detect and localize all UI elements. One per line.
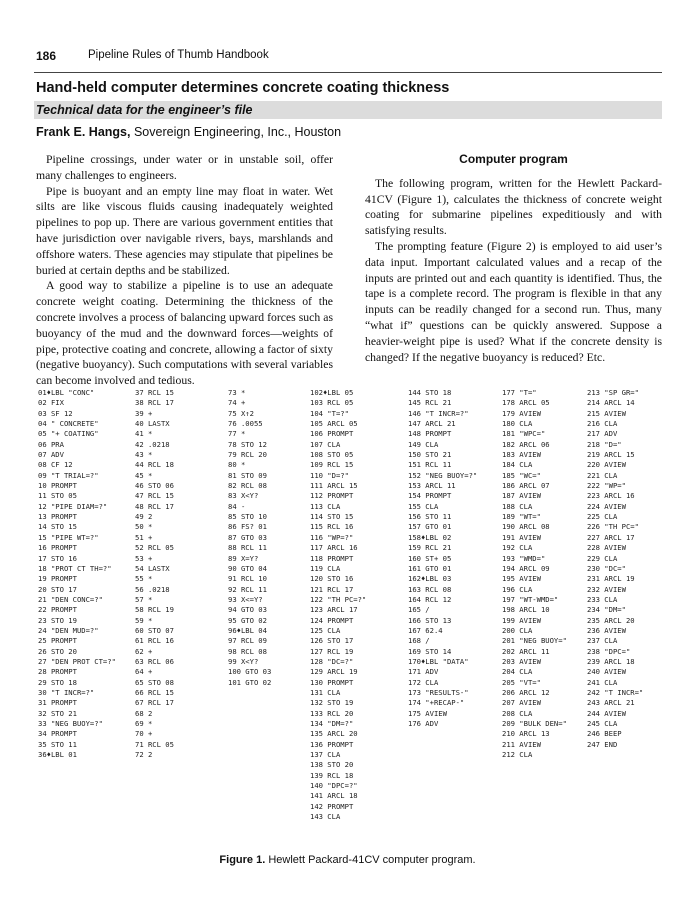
- listing-line: 06 PRA: [38, 439, 64, 449]
- listing-line: 58 RCL 19: [135, 605, 174, 615]
- listing-line: 219 ARCL 15: [587, 450, 635, 460]
- listing-line: 127 RCL 19: [310, 646, 354, 656]
- listing-line: 205 "VT=": [502, 677, 541, 687]
- listing-line: 170♦LBL "DATA": [408, 656, 469, 666]
- listing-line: 165 /: [408, 605, 430, 615]
- listing-line: 59 *: [135, 615, 153, 625]
- listing-line: 86 FS? 01: [228, 522, 267, 532]
- listing-line: 235 ARCL 20: [587, 615, 635, 625]
- listing-line: 15 "PIPE WT=?": [38, 532, 99, 542]
- listing-line: 187 AVIEW: [502, 491, 541, 501]
- listing-line: 214 ARCL 14: [587, 398, 635, 408]
- listing-line: 20 STO 17: [38, 584, 77, 594]
- listing-line: 175 AVIEW: [408, 708, 447, 718]
- listing-line: 138 STO 20: [310, 760, 354, 770]
- listing-line: 101 GTO 02: [228, 677, 272, 687]
- listing-line: 177 "T=": [502, 388, 537, 397]
- listing-line: 37 RCL 15: [135, 388, 174, 397]
- listing-line: 30 "T INCR=?": [38, 687, 95, 697]
- listing-line: 135 ARCL 20: [310, 729, 358, 739]
- listing-line: 174 "+RECAP-": [408, 698, 465, 708]
- listing-line: 51 +: [135, 532, 153, 542]
- listing-line: 161 GTO 01: [408, 563, 452, 573]
- listing-line: 223 ARCL 16: [587, 491, 635, 501]
- listing-line: 183 AVIEW: [502, 450, 541, 460]
- listing-line: 154 PROMPT: [408, 491, 452, 501]
- listing-line: 02 FIX: [38, 398, 64, 408]
- listing-line: 54 LASTX: [135, 563, 170, 573]
- listing-line: 107 CLA: [310, 439, 341, 449]
- figure-label: Figure 1.: [219, 854, 266, 866]
- listing-line: 169 STO 14: [408, 646, 452, 656]
- listing-line: 239 ARCL 18: [587, 656, 635, 666]
- listing-line: 97 RCL 09: [228, 636, 267, 646]
- running-head: Pipeline Rules of Thumb Handbook: [88, 49, 269, 61]
- listing-line: 146 "T INCR=?": [408, 408, 469, 418]
- listing-line: 121 RCL 17: [310, 584, 354, 594]
- listing-line: 193 "WMD=": [502, 553, 546, 563]
- listing-line: 03 SF 12: [38, 408, 73, 418]
- listing-line: 164 RCL 12: [408, 594, 452, 604]
- listing-line: 228 AVIEW: [587, 543, 626, 553]
- listing-line: 98 RCL 08: [228, 646, 267, 656]
- listing-line: 52 RCL 05: [135, 543, 174, 553]
- listing-line: 19 PROMPT: [38, 574, 77, 584]
- listing-line: 189 "WT=": [502, 512, 541, 522]
- listing-line: 55 *: [135, 574, 153, 584]
- listing-line: 41 *: [135, 429, 153, 439]
- listing-line: 82 RCL 08: [228, 481, 267, 491]
- program-listing: [38, 388, 662, 893]
- article-title: Hand-held computer determines concrete coating thickness: [36, 80, 450, 96]
- listing-line: 10 PROMPT: [38, 481, 77, 491]
- author-name: Frank E. Hangs,: [36, 125, 131, 139]
- listing-line: 242 "T INCR=": [587, 687, 644, 697]
- listing-line: 87 GTO 03: [228, 532, 267, 542]
- listing-line: 21 "DEN CONC=?": [38, 594, 103, 604]
- listing-line: 128 "DC=?": [310, 656, 354, 666]
- listing-line: 31 PROMPT: [38, 698, 77, 708]
- listing-line: 69 *: [135, 719, 153, 728]
- figure-caption-text: Hewlett Packard-41CV computer program.: [268, 854, 476, 866]
- listing-line: 89 X=Y?: [228, 553, 259, 563]
- listing-line: 102♦LBL 05: [310, 388, 354, 397]
- listing-line: 25 PROMPT: [38, 636, 77, 646]
- listing-line: 01♦LBL "CONC": [38, 388, 95, 397]
- listing-line: 133 RCL 20: [310, 708, 354, 718]
- listing-line: 39 +: [135, 408, 153, 418]
- body-paragraph: Pipeline crossings, under water or in unstable soil, offer many challenges to engineers.: [36, 153, 333, 182]
- listing-line: 207 AVIEW: [502, 698, 541, 708]
- listing-line: 103 RCL 05: [310, 398, 354, 408]
- body-paragraph: A good way to stabilize a pipeline is to use an adequate concrete weight coating. Determining the thickness of the concrete involves a process of balancing upward forces such as buoyancy of the mud and the downward forces—weights of pipe, protective coating and concrete, allowing a factor of sixty (negative buoyancy). Such computations with several variables can become involved and tedious.: [36, 279, 333, 388]
- listing-line: 118 PROMPT: [310, 553, 354, 563]
- listing-line: 131 CLA: [310, 687, 341, 697]
- listing-line: 92 RCL 11: [228, 584, 267, 594]
- listing-column: [310, 388, 366, 822]
- listing-line: 167 62.4: [408, 625, 443, 635]
- listing-line: 247 END: [587, 739, 618, 749]
- listing-line: 144 STO 18: [408, 388, 452, 397]
- listing-line: 09 "T TRIAL=?": [38, 470, 99, 480]
- listing-line: 195 AVIEW: [502, 574, 541, 584]
- listing-line: 88 RCL 11: [228, 543, 267, 553]
- listing-line: 32 STO 21: [38, 708, 77, 718]
- listing-line: 132 STO 19: [310, 698, 354, 708]
- listing-line: 04 " CONCRETE": [38, 419, 99, 429]
- listing-line: 57 *: [135, 594, 153, 604]
- listing-line: 196 CLA: [502, 584, 533, 594]
- listing-line: 233 CLA: [587, 594, 618, 604]
- listing-line: 137 CLA: [310, 750, 341, 760]
- listing-line: 72 2: [135, 750, 153, 760]
- listing-line: 71 RCL 05: [135, 739, 174, 749]
- listing-column: [408, 388, 477, 729]
- listing-line: 151 RCL 11: [408, 460, 452, 470]
- listing-line: 150 STO 21: [408, 450, 452, 460]
- body-paragraph: The following program, written for the Hewlett Packard-41CV (Figure 1), calculates the thickness of concrete weight coating for submarine pipelines expeditiously and with satisfying results.: [365, 176, 662, 238]
- listing-line: 148 PROMPT: [408, 429, 452, 439]
- listing-line: 211 AVIEW: [502, 739, 541, 749]
- listing-line: 12 "PIPE DIAM=?": [38, 501, 108, 511]
- listing-line: 68 2: [135, 708, 153, 718]
- listing-line: 74 +: [228, 398, 246, 408]
- listing-line: 243 ARCL 21: [587, 698, 635, 708]
- listing-line: 34 PROMPT: [38, 729, 77, 739]
- listing-line: 136 PROMPT: [310, 739, 354, 749]
- body-paragraph: Pipe is buoyant and an empty line may float in water. Wet silts are like viscous fluids causing inadequately weighted pipelines to pop up. There are various government entities that have jurisdiction over navigable rivers, bays, marshlands and offshore waters. These agencies may stipulate that pipelines be buried at certain depths and be stabilized.: [36, 184, 333, 277]
- listing-line: 80 *: [228, 460, 246, 470]
- listing-line: 38 RCL 17: [135, 398, 174, 408]
- listing-line: 14 STO 15: [38, 522, 77, 532]
- listing-line: 70 +: [135, 729, 153, 739]
- listing-line: 05 "+ COATING": [38, 429, 99, 439]
- listing-line: 226 "TH PC=": [587, 522, 639, 532]
- listing-line: 56 .0218: [135, 584, 170, 594]
- listing-line: 208 CLA: [502, 708, 533, 718]
- listing-line: 76 .0055: [228, 419, 263, 429]
- listing-line: 206 ARCL 12: [502, 687, 550, 697]
- listing-line: 221 CLA: [587, 470, 618, 480]
- listing-line: 163 RCL 08: [408, 584, 452, 594]
- listing-line: 210 ARCL 13: [502, 729, 550, 739]
- listing-column: [135, 388, 174, 760]
- listing-line: 48 RCL 17: [135, 501, 174, 511]
- listing-line: 33 "NEG BUOY=?": [38, 719, 103, 728]
- listing-line: 158♦LBL 02: [408, 532, 452, 542]
- listing-line: 155 CLA: [408, 501, 439, 511]
- listing-line: 26 STO 20: [38, 646, 77, 656]
- listing-line: 43 *: [135, 450, 153, 460]
- listing-line: 200 CLA: [502, 625, 533, 635]
- listing-line: 181 "WPC=": [502, 429, 546, 439]
- listing-line: 18 "PROT CT TH=?": [38, 563, 112, 573]
- listing-line: 198 ARCL 10: [502, 605, 550, 615]
- listing-line: 119 CLA: [310, 563, 341, 573]
- listing-line: 42 .0218: [135, 439, 170, 449]
- listing-line: 176 ADV: [408, 719, 439, 728]
- listing-line: 104 "T=?": [310, 408, 349, 418]
- listing-line: 50 *: [135, 522, 153, 532]
- listing-line: 100 GTO 03: [228, 667, 272, 677]
- listing-line: 185 "WC=": [502, 470, 541, 480]
- listing-line: 93 X<=Y?: [228, 594, 263, 604]
- listing-line: 40 LASTX: [135, 419, 170, 429]
- listing-line: 216 CLA: [587, 419, 618, 429]
- listing-line: 13 PROMPT: [38, 512, 77, 522]
- listing-line: 173 "RESULTS-": [408, 687, 469, 697]
- listing-line: 77 *: [228, 429, 246, 439]
- listing-line: 17 STO 16: [38, 553, 77, 563]
- listing-line: 79 RCL 20: [228, 450, 267, 460]
- listing-line: 67 RCL 17: [135, 698, 174, 708]
- listing-line: 90 GTO 04: [228, 563, 267, 573]
- listing-line: 224 AVIEW: [587, 501, 626, 511]
- listing-line: 83 X<Y?: [228, 491, 259, 501]
- listing-line: 213 "SP GR=": [587, 388, 639, 397]
- listing-line: 141 ARCL 18: [310, 791, 358, 801]
- listing-line: 225 CLA: [587, 512, 618, 522]
- listing-line: 204 CLA: [502, 667, 533, 677]
- listing-line: 117 ARCL 16: [310, 543, 358, 553]
- left-column: [36, 152, 333, 389]
- listing-line: 159 RCL 21: [408, 543, 452, 553]
- listing-line: 186 ARCL 07: [502, 481, 550, 491]
- listing-line: 182 ARCL 06: [502, 439, 550, 449]
- listing-line: 35 STO 11: [38, 739, 77, 749]
- listing-line: 23 STO 19: [38, 615, 77, 625]
- listing-line: 190 ARCL 08: [502, 522, 550, 532]
- listing-line: 179 AVIEW: [502, 408, 541, 418]
- listing-line: 191 AVIEW: [502, 532, 541, 542]
- listing-line: 244 AVIEW: [587, 708, 626, 718]
- article-subtitle: Technical data for the engineer’s file: [36, 103, 253, 117]
- listing-line: 145 RCL 21: [408, 398, 452, 408]
- listing-line: 194 ARCL 09: [502, 563, 550, 573]
- listing-line: 78 STO 12: [228, 439, 267, 449]
- listing-line: 215 AVIEW: [587, 408, 626, 418]
- listing-line: 152 "NEG BUOY=?": [408, 470, 478, 480]
- byline: [36, 125, 341, 139]
- listing-line: 115 RCL 16: [310, 522, 354, 532]
- listing-line: 61 RCL 16: [135, 636, 174, 646]
- listing-column: [38, 388, 116, 760]
- listing-line: 53 +: [135, 553, 153, 563]
- listing-line: 36♦LBL 01: [38, 750, 77, 760]
- listing-line: 139 RCL 18: [310, 770, 354, 780]
- listing-line: 27 "DEN PROT CT=?": [38, 656, 116, 666]
- listing-line: 217 ADV: [587, 429, 618, 439]
- listing-line: 85 STO 10: [228, 512, 267, 522]
- listing-line: 123 ARCL 17: [310, 605, 358, 615]
- listing-line: 184 CLA: [502, 460, 533, 470]
- listing-line: 134 "DM=?": [310, 719, 354, 728]
- listing-line: 64 +: [135, 667, 153, 677]
- listing-line: 124 PROMPT: [310, 615, 354, 625]
- listing-column: [502, 388, 567, 760]
- listing-line: 08 CF 12: [38, 460, 73, 470]
- listing-line: 227 ARCL 17: [587, 532, 635, 542]
- header-rule: [34, 72, 662, 73]
- author-affiliation: Sovereign Engineering, Inc., Houston: [133, 125, 342, 139]
- listing-line: 140 "DPC=?": [310, 781, 358, 791]
- listing-line: 47 RCL 15: [135, 491, 174, 501]
- listing-line: 240 AVIEW: [587, 667, 626, 677]
- listing-line: 212 CLA: [502, 750, 533, 760]
- listing-line: 160 ST+ 05: [408, 553, 452, 563]
- listing-line: 237 CLA: [587, 636, 618, 646]
- listing-line: 108 STO 05: [310, 450, 354, 460]
- listing-line: 209 "BULK DEN=": [502, 719, 567, 728]
- listing-line: 22 PROMPT: [38, 605, 77, 615]
- listing-line: 44 RCL 18: [135, 460, 174, 470]
- listing-line: 202 ARCL 11: [502, 646, 550, 656]
- listing-line: 172 CLA: [408, 677, 439, 687]
- listing-line: 73 *: [228, 388, 246, 397]
- listing-line: 142 PROMPT: [310, 801, 354, 811]
- listing-column: [587, 388, 643, 750]
- listing-line: 166 STO 13: [408, 615, 452, 625]
- page-number: 186: [36, 49, 57, 63]
- listing-line: 95 GTO 02: [228, 615, 267, 625]
- listing-line: 218 "D=": [587, 439, 622, 449]
- listing-line: 162♦LBL 03: [408, 574, 452, 584]
- listing-line: 220 AVIEW: [587, 460, 626, 470]
- listing-line: 75 X↑2: [228, 408, 254, 418]
- listing-line: 46 STO 06: [135, 481, 174, 491]
- listing-line: 178 ARCL 05: [502, 398, 550, 408]
- listing-line: 157 GTO 01: [408, 522, 452, 532]
- listing-line: 63 RCL 06: [135, 656, 174, 666]
- listing-line: 113 CLA: [310, 501, 341, 511]
- listing-line: 66 RCL 15: [135, 687, 174, 697]
- listing-line: 16 PROMPT: [38, 543, 77, 553]
- listing-line: 91 RCL 10: [228, 574, 267, 584]
- listing-line: 28 PROMPT: [38, 667, 77, 677]
- listing-line: 171 ADV: [408, 667, 439, 677]
- listing-column: [228, 388, 271, 688]
- listing-line: 112 PROMPT: [310, 491, 354, 501]
- listing-line: 199 AVIEW: [502, 615, 541, 625]
- listing-line: 116 "WP=?": [310, 532, 354, 542]
- listing-line: 129 ARCL 19: [310, 667, 358, 677]
- right-column: [365, 152, 662, 365]
- listing-line: 234 "DM=": [587, 605, 626, 615]
- listing-line: 192 CLA: [502, 543, 533, 553]
- listing-line: 62 +: [135, 646, 153, 656]
- listing-line: 11 STO 05: [38, 491, 77, 501]
- listing-line: 81 STO 09: [228, 470, 267, 480]
- listing-line: 65 STO 08: [135, 677, 174, 687]
- listing-line: 246 BEEP: [587, 729, 622, 739]
- listing-line: 149 CLA: [408, 439, 439, 449]
- listing-line: 231 ARCL 19: [587, 574, 635, 584]
- listing-line: 232 AVIEW: [587, 584, 626, 594]
- body-paragraph: The prompting feature (Figure 2) is employed to aid user’s data input. Important calculated values and a recap of the inputs are printed out and each quantity is identified. Thus, the tape is a complete record. The program is flexible in that any inputs can be readily changed for a second run. Thus, many “what if” questions can be quickly answered. Suppose a heavier-weight pipe is used? What if the concrete density is changed? If the negative buoyancy is reduced? Etc.: [365, 239, 662, 364]
- listing-line: 120 STO 16: [310, 574, 354, 584]
- listing-line: 45 *: [135, 470, 153, 480]
- listing-line: 241 CLA: [587, 677, 618, 687]
- listing-line: 24 "DEN MUD=?": [38, 625, 99, 635]
- listing-line: 197 "WT-WMD=": [502, 594, 559, 604]
- listing-line: 126 STO 17: [310, 636, 354, 646]
- listing-line: 180 CLA: [502, 419, 533, 429]
- listing-line: 96♦LBL 04: [228, 625, 267, 635]
- listing-line: 130 PROMPT: [310, 677, 354, 687]
- listing-line: 201 "NEG BUOY=": [502, 636, 567, 646]
- listing-line: 105 ARCL 05: [310, 419, 358, 429]
- section-heading: Computer program: [459, 152, 568, 166]
- listing-line: 156 STO 11: [408, 512, 452, 522]
- listing-line: 110 "D=?": [310, 470, 349, 480]
- listing-line: 109 RCL 15: [310, 460, 354, 470]
- listing-line: 245 CLA: [587, 719, 618, 728]
- listing-line: 168 /: [408, 636, 430, 646]
- listing-line: 99 X<Y?: [228, 656, 259, 666]
- figure-caption: [0, 854, 695, 866]
- listing-line: 122 "TH PC=?": [310, 594, 367, 604]
- listing-line: 114 STO 15: [310, 512, 354, 522]
- listing-line: 147 ARCL 21: [408, 419, 456, 429]
- listing-line: 236 AVIEW: [587, 625, 626, 635]
- listing-line: 238 "DPC=": [587, 646, 631, 656]
- listing-line: 203 AVIEW: [502, 656, 541, 666]
- listing-line: 106 PROMPT: [310, 429, 354, 439]
- listing-line: 111 ARCL 15: [310, 481, 358, 491]
- listing-line: 60 STO 07: [135, 625, 174, 635]
- listing-line: 188 CLA: [502, 501, 533, 511]
- listing-line: 125 CLA: [310, 625, 341, 635]
- listing-line: 153 ARCL 11: [408, 481, 456, 491]
- listing-line: 84 -: [228, 501, 246, 511]
- listing-line: 94 GTO 03: [228, 605, 267, 615]
- listing-line: 229 CLA: [587, 553, 618, 563]
- listing-line: 29 STO 18: [38, 677, 77, 687]
- listing-line: 143 CLA: [310, 812, 341, 822]
- listing-line: 49 2: [135, 512, 153, 522]
- listing-line: 07 ADV: [38, 450, 64, 460]
- listing-line: 222 "WP=": [587, 481, 626, 491]
- listing-line: 230 "DC=": [587, 563, 626, 573]
